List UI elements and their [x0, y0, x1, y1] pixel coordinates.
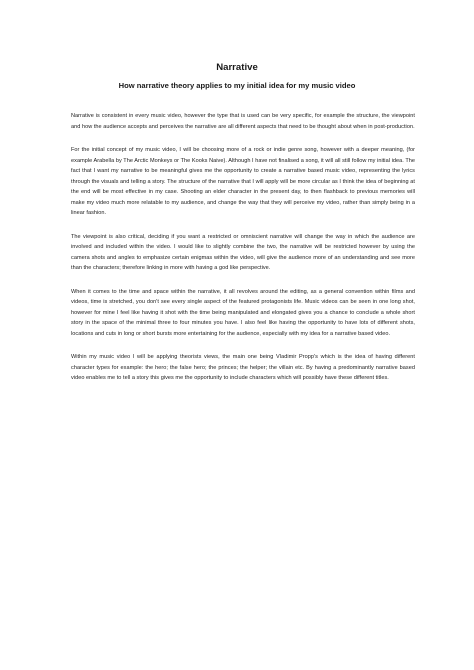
page-subtitle: How narrative theory applies to my initial idea for my music video [118, 81, 356, 90]
body-paragraph: The viewpoint is also critical, deciding if you want a restricted or omniscient narrative will change the way in which the audience are involved and included within the video. I would like to slightly combine the two, the narrative will be restricted however by using the camera shots and angles to emphasize certain enigmas within the video, will give the audience more of an understanding and see more than the characters; therefore linking in more with having a god like perspective. [71, 233, 415, 271]
page-title: Narrative [216, 62, 258, 73]
body-paragraph: Within my music video I will be applying theorists views, the main one being Vladimir Propp's which is the idea of having different character types for example: the hero; the false hero; the princes; the helper; the villain etc. By having a predominantly narrative based video enables me to tell a story this gives me the opportunity to include characters which will possibly have these different titles. [71, 354, 415, 381]
document-body [71, 111, 415, 397]
body-paragraph: When it comes to the time and space within the narrative, it all revolves around the editing, as a general convention within films and videos, time is stretched, you don't see every single aspect of the featured protagonists life. Music videos can be seen in one long shot, however for mine I feel like having it shot with the time being manipulated and elongated gives you a chance to conclude a whole short story in the space of the minimal three to four minutes you have. I also feel like having the opportunity to have lots of different shots, locations and cuts in long or short bursts more entertaining for the audience, especially with my idea for a narrative based video. [71, 288, 415, 337]
body-paragraph: For the initial concept of my music video, I will be choosing more of a rock or indie genre song, however with a deeper meaning, (for example Arabella by The Arctic Monkeys or The Kooks Naive). Although I have not finalised a song, it will all still follow my initial idea. The fact that I want my narrative to be meaningful gives me the opportunity to create a narrative based music video, representing the lyrics through the visuals and telling a story. The structure of the narrative that I will apply will be more circular as I think the idea of beginning at the end will be most effective in my case. Shooting an elder character in the present day, to then flashback to previous memories will make my video much more relatable to my audience, and change the way that they will perceive my video, rather than simply being in a linear fashion. [71, 147, 415, 216]
body-paragraph: Narrative is consistent in every music video, however the type that is used can be very specific, for example the structure, the viewpoint and how the audience accepts and perceives the narrative are all different aspects that need to be thought about when in post-production. [71, 113, 415, 130]
